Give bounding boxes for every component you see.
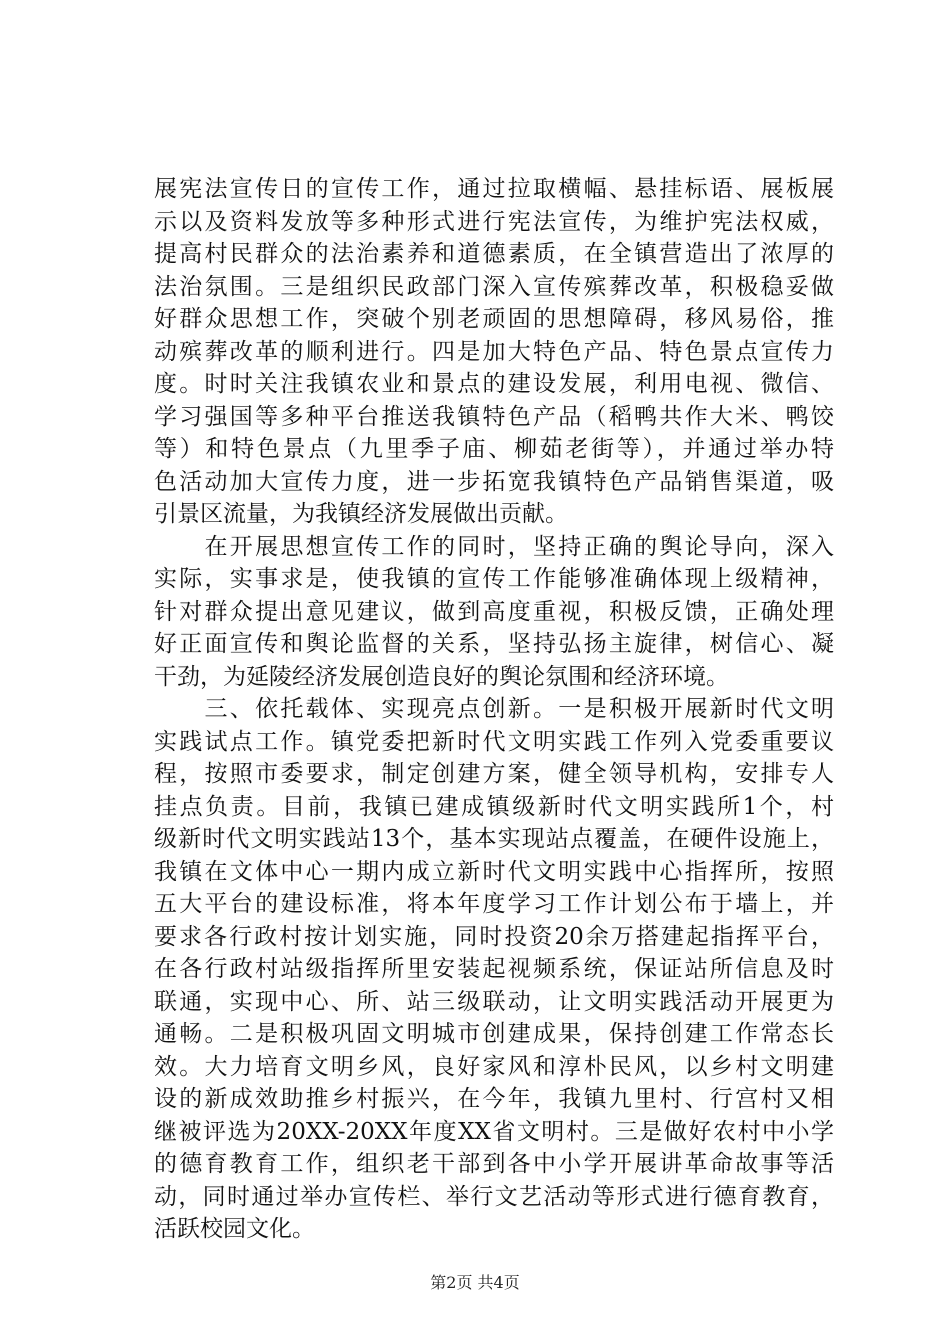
text-line: 程，按照市委要求，制定创建方案，健全领导机构，安排专人 bbox=[154, 761, 834, 787]
text-line: 效。大力培育文明乡风，良好家风和淳朴民风，以乡村文明建 bbox=[154, 1053, 834, 1080]
text-line: 色活动加大宣传力度，进一步拓宽我镇特色产品销售渠道，吸 bbox=[154, 468, 834, 495]
text-line: 的德育教育工作，组织老干部到各中小学开展讲革命故事等活 bbox=[154, 1151, 834, 1177]
text-line: 五大平台的建设标准，将本年度学习工作计划公布于墙上，并 bbox=[154, 891, 834, 917]
text-line: 好群众思想工作，突破个别老顽固的思想障碍，移风易俗，推 bbox=[154, 306, 834, 332]
text-line: 级新时代文明实践站13个，基本实现站点覆盖，在硬件设施上， bbox=[154, 826, 834, 852]
text-line: 我镇在文体中心一期内成立新时代文明实践中心指挥所，按照 bbox=[154, 858, 834, 885]
text-line: 引景区流量，为我镇经济发展做出贡献。 bbox=[154, 501, 568, 527]
text-line: 继被评选为20XX-20XX年度XX省文明村。三是做好农村中小学 bbox=[154, 1118, 834, 1145]
text-line: 联通，实现中心、所、站三级联动，让文明实践活动开展更为 bbox=[154, 988, 834, 1015]
text-line: 通畅。二是积极巩固文明城市创建成果，保持创建工作常态长 bbox=[154, 1021, 834, 1047]
text-line: 好正面宣传和舆论监督的关系，坚持弘扬主旋律，树信心、凝 bbox=[154, 631, 834, 657]
text-line: 提高村民群众的法治素养和道德素质，在全镇营造出了浓厚的 bbox=[154, 241, 834, 267]
page-footer: 第2页 共4页 bbox=[430, 1273, 520, 1292]
text-line: 等）和特色景点（九里季子庙、柳茹老街等），并通过举办特 bbox=[154, 436, 834, 462]
text-line: 度。时时关注我镇农业和景点的建设发展，利用电视、微信、 bbox=[154, 371, 834, 397]
text-line: 动，同时通过举办宣传栏、举行文艺活动等形式进行德育教育， bbox=[154, 1183, 834, 1210]
text-line: 法治氛围。三是组织民政部门深入宣传殡葬改革，积极稳妥做 bbox=[154, 273, 834, 300]
text-line: 挂点负责。目前，我镇已建成镇级新时代文明实践所1个，村 bbox=[154, 793, 834, 820]
text-line: 学习强国等多种平台推送我镇特色产品（稻鸭共作大米、鸭饺 bbox=[154, 403, 834, 430]
text-line: 活跃校园文化。 bbox=[154, 1216, 315, 1242]
text-line: 展宪法宣传日的宣传工作，通过拉取横幅、悬挂标语、展板展 bbox=[154, 176, 834, 202]
text-line: 针对群众提出意见建议，做到高度重视，积极反馈，正确处理 bbox=[154, 598, 834, 625]
text-line: 动殡葬改革的顺利进行。四是加大特色产品、特色景点宣传力 bbox=[154, 338, 834, 365]
text-line: 要求各行政村按计划实施，同时投资20余万搭建起指挥平台， bbox=[154, 923, 834, 950]
text-line: 干劲，为延陵经济发展创造良好的舆论氛围和经济环境。 bbox=[154, 663, 729, 690]
text-line: 实际，实事求是，使我镇的宣传工作能够准确体现上级精神， bbox=[154, 566, 834, 592]
text-line: 三、依托载体、实现亮点创新。一是积极开展新时代文明 bbox=[154, 696, 834, 722]
text-line: 实践试点工作。镇党委把新时代文明实践工作列入党委重要议 bbox=[154, 728, 834, 755]
text-line: 示以及资料发放等多种形式进行宪法宣传，为维护宪法权威， bbox=[154, 208, 834, 235]
body-text bbox=[154, 173, 834, 1246]
text-line: 在开展思想宣传工作的同时，坚持正确的舆论导向，深入 bbox=[154, 533, 834, 560]
text-line: 在各行政村站级指挥所里安装起视频系统，保证站所信息及时 bbox=[154, 956, 834, 982]
text-line: 设的新成效助推乡村振兴，在今年，我镇九里村、行宫村又相 bbox=[154, 1086, 834, 1112]
